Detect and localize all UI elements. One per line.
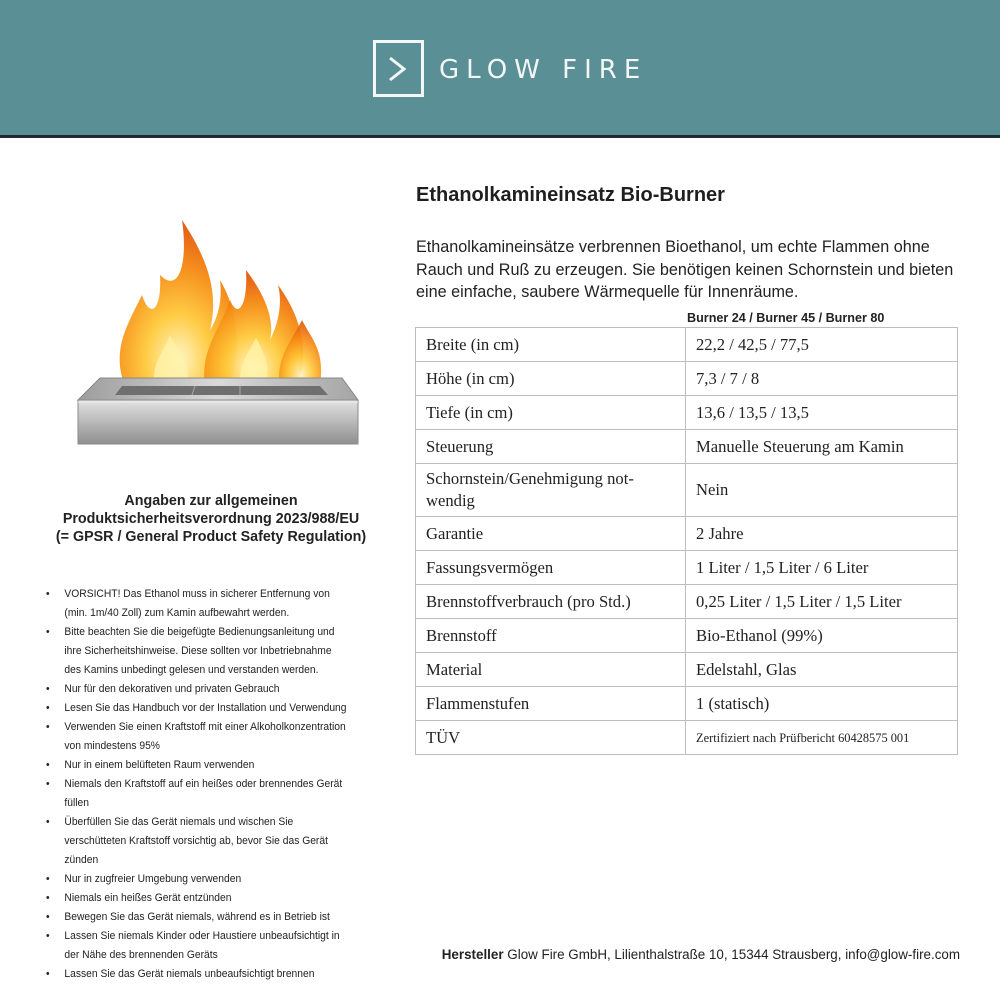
safety-note: • Bitte beachten Sie die beigefügte Bedienungsanleitung und ihre Sicherheitshinweise. Diese sollten vor Inbetriebnahme des Kamins unbedingt gelesen und verstanden werden. bbox=[46, 623, 350, 680]
spec-value: 1 (statisch) bbox=[686, 687, 958, 721]
table-row bbox=[416, 687, 958, 721]
safety-note: • Bewegen Sie das Gerät niemals, während es in Betrieb ist bbox=[46, 908, 350, 927]
safety-note: • Niemals den Kraftstoff auf ein heißes oder brennendes Gerät füllen bbox=[46, 775, 350, 813]
spec-value: Bio-Ethanol (99%) bbox=[686, 619, 958, 653]
table-row bbox=[416, 430, 958, 464]
logo-chevron-icon bbox=[373, 40, 424, 97]
spec-value: 2 Jahre bbox=[686, 517, 958, 551]
safety-notes-list bbox=[46, 585, 350, 984]
safety-note: • Niemals ein heißes Gerät entzünden bbox=[46, 889, 350, 908]
spec-key: Brennstoffverbrauch (pro Std.) bbox=[416, 585, 686, 619]
spec-key: Garantie bbox=[416, 517, 686, 551]
spec-value: Manuelle Steuerung am Kamin bbox=[686, 430, 958, 464]
safety-note: • Lassen Sie das Gerät niemals unbeaufsichtigt brennen bbox=[46, 965, 350, 984]
spec-value: Nein bbox=[686, 464, 958, 517]
spec-key: Schornstein/Genehmigung not-wendig bbox=[416, 464, 686, 517]
spec-key: TÜV bbox=[416, 721, 686, 755]
brand-header bbox=[0, 0, 1000, 138]
spec-value: Zertifiziert nach Prüfbericht 60428575 001 bbox=[686, 721, 958, 755]
table-row bbox=[416, 517, 958, 551]
safety-note: • VORSICHT! Das Ethanol muss in sicherer Entfernung von (min. 1m/40 Zoll) zum Kamin aufbewahrt werden. bbox=[46, 585, 350, 623]
table-row bbox=[416, 362, 958, 396]
spec-key: Brennstoff bbox=[416, 619, 686, 653]
table-row bbox=[416, 551, 958, 585]
table-row bbox=[416, 396, 958, 430]
spec-value: 22,2 / 42,5 / 77,5 bbox=[686, 328, 958, 362]
bio-burner-flame-icon bbox=[70, 200, 370, 460]
spec-key: Tiefe (in cm) bbox=[416, 396, 686, 430]
brand-name: GLOW FIRE bbox=[439, 55, 648, 85]
table-row bbox=[416, 328, 958, 362]
spec-column-header: Burner 24 / Burner 45 / Burner 80 bbox=[687, 311, 885, 325]
spec-key: Fassungsvermögen bbox=[416, 551, 686, 585]
gpsr-heading bbox=[30, 492, 392, 546]
safety-note: • Überfüllen Sie das Gerät niemals und wischen Sie verschütteten Kraftstoff vorsichtig ab, bevor Sie das Gerät zünden bbox=[46, 813, 350, 870]
gpsr-heading-line: Angaben zur allgemeinen bbox=[124, 493, 298, 509]
table-row bbox=[416, 721, 958, 755]
spec-value: 0,25 Liter / 1,5 Liter / 1,5 Liter bbox=[686, 585, 958, 619]
safety-note: • Lesen Sie das Handbuch vor der Installation und Verwendung bbox=[46, 699, 350, 718]
safety-note: • Nur in zugfreier Umgebung verwenden bbox=[46, 870, 350, 889]
spec-value: 7,3 / 7 / 8 bbox=[686, 362, 958, 396]
table-row bbox=[416, 653, 958, 687]
spec-key: Material bbox=[416, 653, 686, 687]
spec-table bbox=[415, 327, 958, 755]
table-row bbox=[416, 464, 958, 517]
spec-value: 1 Liter / 1,5 Liter / 6 Liter bbox=[686, 551, 958, 585]
gpsr-heading-line: (= GPSR / General Product Safety Regulation) bbox=[55, 529, 367, 545]
safety-note: • Nur für den dekorativen und privaten Gebrauch bbox=[46, 680, 350, 699]
gpsr-heading-line: Produktsicherheitsverordnung 2023/988/EU bbox=[62, 511, 360, 527]
safety-note: • Lassen Sie niemals Kinder oder Haustiere unbeaufsichtigt in der Nähe des brennenden Geräts bbox=[46, 927, 350, 965]
spec-value: Edelstahl, Glas bbox=[686, 653, 958, 687]
table-row bbox=[416, 619, 958, 653]
manufacturer-info bbox=[442, 947, 960, 962]
spec-value: 13,6 / 13,5 / 13,5 bbox=[686, 396, 958, 430]
product-title: Ethanolkamineinsatz Bio-Burner bbox=[416, 184, 725, 206]
spec-key: Höhe (in cm) bbox=[416, 362, 686, 396]
spec-key: Steuerung bbox=[416, 430, 686, 464]
safety-note: • Verwenden Sie einen Kraftstoff mit einer Alkoholkonzentration von mindestens 95% bbox=[46, 718, 350, 756]
product-description: Ethanolkamineinsätze verbrennen Bioethanol, um echte Flammen ohne Rauch und Ruß zu erzeugen. Sie benötigen keinen Schornstein und bieten eine einfache, saubere Wärmequelle für Innenräume. bbox=[416, 238, 954, 301]
spec-key: Flammenstufen bbox=[416, 687, 686, 721]
spec-key: Breite (in cm) bbox=[416, 328, 686, 362]
table-row bbox=[416, 585, 958, 619]
manufacturer-text: Glow Fire GmbH, Lilienthalstraße 10, 15344 Strausberg, info@glow-fire.com bbox=[507, 947, 960, 962]
manufacturer-label: Hersteller bbox=[441, 947, 504, 962]
safety-note: • Nur in einem belüfteten Raum verwenden bbox=[46, 756, 350, 775]
